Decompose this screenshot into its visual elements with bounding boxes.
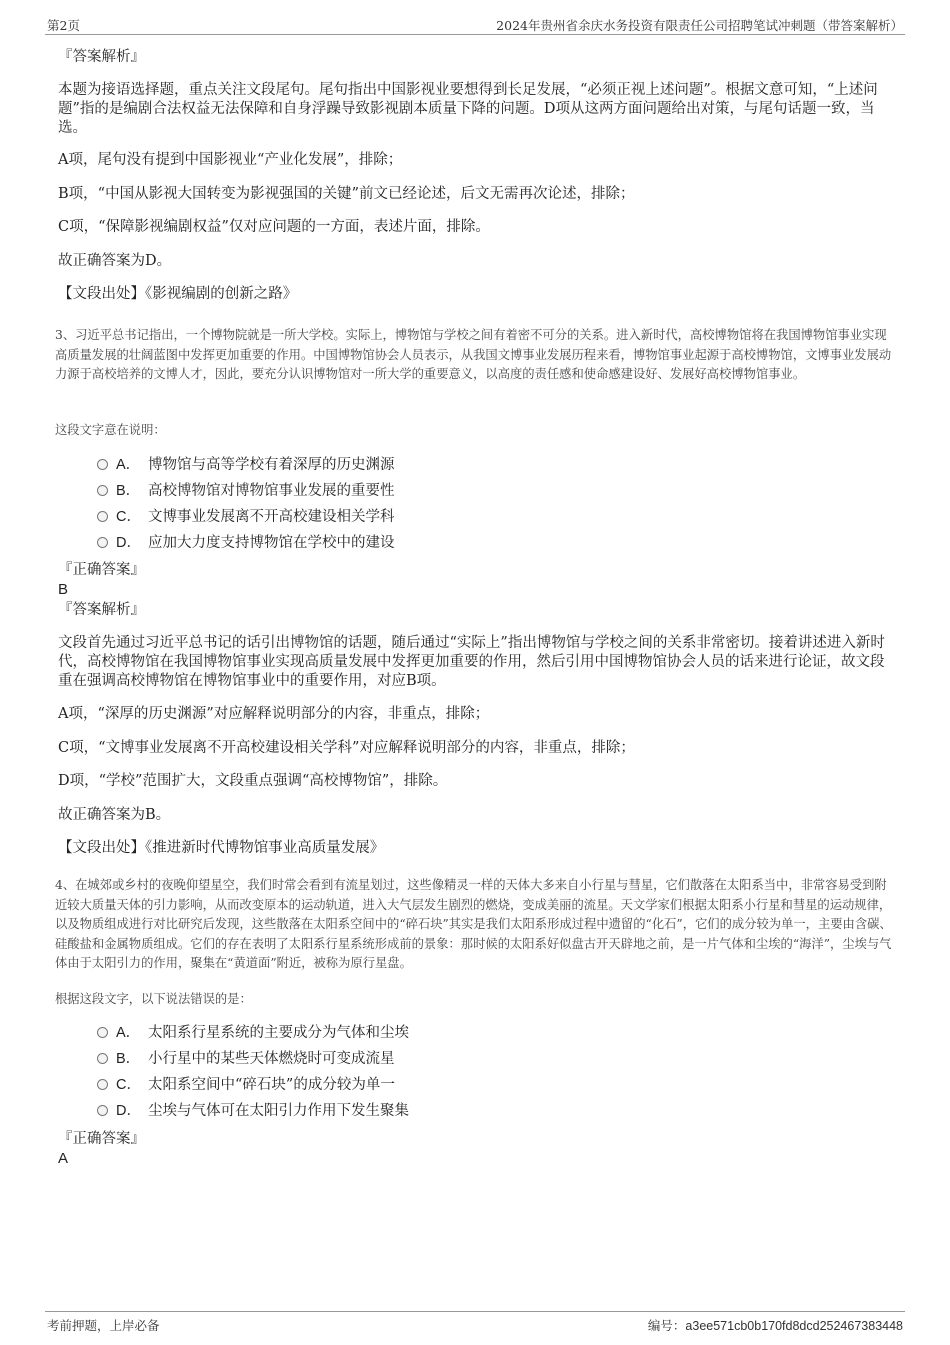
- q3-conclusion: 故正确答案为B。: [58, 807, 171, 823]
- q3-question-block: [55, 421, 885, 441]
- radio-icon[interactable]: [97, 485, 108, 496]
- q3-note-d-block: [58, 772, 888, 791]
- q3-answer-label: 『正确答案』: [58, 562, 145, 578]
- q2-note-a: A项，尾句没有提到中国影视业“产业化发展”，排除；: [58, 152, 403, 168]
- q3-analysis-block: [58, 634, 888, 691]
- option-text: 小行星中的某些天体燃烧时可变成流星: [148, 1051, 395, 1067]
- option-letter: B．: [116, 1051, 141, 1067]
- option-text: 应加大力度支持博物馆在学校中的建设: [148, 535, 395, 551]
- q3-note-c-block: [58, 739, 888, 758]
- page-footer: [45, 1311, 905, 1336]
- q2-note-b-block: [58, 185, 888, 204]
- q4-answer-label: 『正确答案』: [58, 1131, 145, 1147]
- option-letter: D．: [116, 535, 141, 551]
- q4-answer: A: [58, 1150, 69, 1167]
- q2-analysis-block: [58, 81, 888, 138]
- option-text: 太阳系行星系统的主要成分为气体和尘埃: [148, 1025, 409, 1041]
- option-text: 文博事业发展离不开高校建设相关学科: [148, 509, 395, 525]
- q4-stem-block: [55, 876, 895, 974]
- footer-slogan: 考前押题，上岸必备: [47, 1318, 160, 1333]
- document-title: 2024年贵州省余庆水务投资有限责任公司招聘笔试冲刺题（带答案解析）: [496, 18, 903, 33]
- q3-stem-block: [55, 326, 895, 385]
- radio-icon[interactable]: [97, 511, 108, 522]
- option-letter: C．: [116, 1077, 141, 1093]
- q3-source: 【文段出处】《推进新时代博物馆事业高质量发展》: [58, 840, 385, 856]
- radio-icon[interactable]: [97, 537, 108, 548]
- q3-analysis-label-block: [58, 601, 888, 620]
- footer-code: [648, 1316, 903, 1334]
- q2-note-b: B项，“中国从影视大国转变为影视强国的关键”前文已经论述，后文无需再次论述，排除；: [58, 186, 635, 202]
- option-text: 博物馆与高等学校有着深厚的历史渊源: [148, 457, 395, 473]
- page-number: 第2页: [47, 18, 80, 33]
- option-letter: B．: [116, 483, 141, 499]
- radio-icon[interactable]: [97, 1079, 108, 1090]
- q3-conclusion-block: [58, 806, 888, 825]
- q4-question-block: [55, 990, 885, 1010]
- q3-note-a-block: [58, 705, 888, 724]
- q2-analysis-label: 『答案解析』: [58, 49, 145, 65]
- q2-conclusion-block: [58, 252, 888, 271]
- q3-analysis-label: 『答案解析』: [58, 602, 145, 618]
- footer-code-value: a3ee571cb0b170fd8dcd252467383448: [685, 1319, 903, 1333]
- q3-answer-block: [58, 561, 888, 599]
- q4-option-c[interactable]: [97, 1072, 597, 1098]
- radio-icon[interactable]: [97, 1105, 108, 1116]
- q2-analysis-text: 本题为接语选择题，重点关注文段尾句。尾句指出中国影视业要想得到长足发展，“必须正视上述问题”。根据文意可知，“上述问题”指的是编剧合法权益无法保障和自身浮躁导致影视剧本质量下降的问题。D项从这两方面问题给出对策，与尾句话题一致，当选。: [58, 82, 878, 136]
- q2-analysis-label-block: [58, 48, 888, 67]
- q2-note-c: C项，“保障影视编剧权益”仅对应问题的一方面，表述片面，排除。: [58, 219, 490, 235]
- q4-question: 根据这段文字，以下说法错误的是：: [55, 992, 252, 1006]
- q3-source-block: [58, 839, 888, 858]
- q2-conclusion: 故正确答案为D。: [58, 253, 172, 269]
- q3-analysis-text: 文段首先通过习近平总书记的话引出博物馆的话题，随后通过“实际上”指出博物馆与学校之间的关系非常密切。接着讲述进入新时代，高校博物馆在我国博物馆事业实现高质量发展中发挥更加重要的作用，然后引用中国博物馆协会人员的话来进行论证，故文段重在强调高校博物馆在博物馆事业中的重要作用，对应B项。: [58, 635, 885, 689]
- footer-code-label: 编号：: [647, 1318, 686, 1333]
- radio-icon[interactable]: [97, 1053, 108, 1064]
- q4-option-b[interactable]: [97, 1046, 597, 1072]
- q4-option-d[interactable]: [97, 1098, 597, 1124]
- q4-stem: 4、在城郊或乡村的夜晚仰望星空，我们时常会看到有流星划过，这些像精灵一样的天体大多来自小行星与彗星，它们散落在太阳系当中，非常容易受到附近较大质量天体的引力影响，从而改变原本的运动轨道，进入大气层发生剧烈的燃烧，变成美丽的流星。天文学家们根据太阳系小行星和彗星的运动规律，以及物质组成进行对比研究后发现，这些散落在太阳系空间中的“碎石块”其实是我们太阳系形成过程中遗留的“化石”，它们的成分较为单一，主要由含碳、硅酸盐和金属物质组成。它们的存在表明了太阳系行星系统形成前的景象：那时候的太阳系好似盘古开天辟地之前，是一片气体和尘埃的“海洋”，尘埃与气体由于太阳引力的作用，聚集在“黄道面”附近，被称为原行星盘。: [55, 878, 892, 970]
- q2-note-a-block: [58, 151, 888, 170]
- q3-note-d: D项，“学校”范围扩大，文段重点强调“高校博物馆”，排除。: [58, 773, 448, 789]
- option-text: 太阳系空间中“碎石块”的成分较为单一: [148, 1077, 395, 1093]
- radio-icon[interactable]: [97, 459, 108, 470]
- q2-source: 【文段出处】《影视编剧的创新之路》: [58, 286, 298, 302]
- q3-option-b[interactable]: [97, 478, 597, 504]
- option-letter: D．: [116, 1103, 141, 1119]
- q3-question: 这段文字意在说明：: [55, 423, 166, 437]
- q4-answer-block: [58, 1130, 888, 1168]
- q3-option-d[interactable]: [97, 530, 597, 556]
- option-text: 尘埃与气体可在太阳引力作用下发生聚集: [148, 1103, 409, 1119]
- option-letter: A．: [116, 1025, 141, 1041]
- q3-note-a: A项，“深厚的历史渊源”对应解释说明部分的内容，非重点，排除；: [58, 706, 490, 722]
- q3-stem: 3、习近平总书记指出，一个博物院就是一所大学校。实际上，博物馆与学校之间有着密不可分的关系。进入新时代，高校博物馆将在我国博物馆事业实现高质量发展的壮阔蓝图中发挥更加重要的作用。中国博物馆协会人员表示，从我国文博事业发展历程来看，博物馆事业起源于高校博物馆，文博事业发展动力源于高校培养的文博人才，因此，要充分认识博物馆对一所大学的重要意义，以高度的责任感和使命感建设好、发展好高校博物馆事业。: [55, 328, 892, 381]
- q4-option-a[interactable]: [97, 1020, 597, 1046]
- q3-option-c[interactable]: [97, 504, 597, 530]
- q4-options: [97, 1020, 597, 1124]
- q3-option-a[interactable]: [97, 452, 597, 478]
- q2-source-block: [58, 285, 888, 304]
- option-letter: C．: [116, 509, 141, 525]
- option-letter: A．: [116, 457, 141, 473]
- radio-icon[interactable]: [97, 1027, 108, 1038]
- option-text: 高校博物馆对博物馆事业发展的重要性: [148, 483, 395, 499]
- page-header: [45, 14, 905, 35]
- q3-options: [97, 452, 597, 556]
- q3-answer: B: [58, 581, 69, 598]
- q3-note-c: C项，“文博事业发展离不开高校建设相关学科”对应解释说明部分的内容，非重点，排除；: [58, 740, 635, 756]
- q2-note-c-block: [58, 218, 888, 237]
